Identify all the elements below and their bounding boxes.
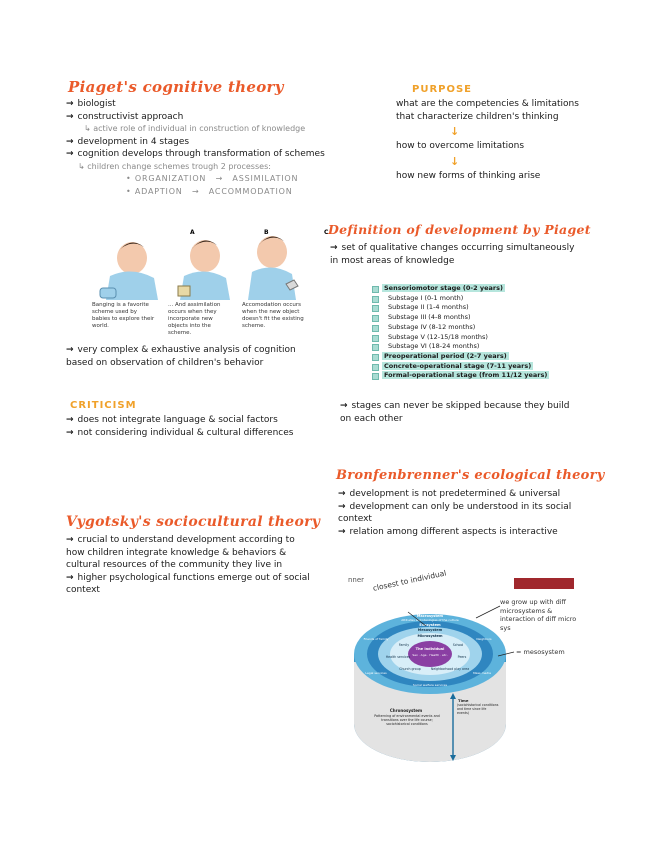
time-desc-wrap <box>457 703 499 723</box>
stage-item: Substage IV (8-12 months) <box>370 323 530 333</box>
exo-mass-media: Mass media <box>473 671 491 675</box>
list-item: → higher psychological functions emerge out of social context <box>66 572 316 597</box>
annotation-meso: = mesosystem <box>516 648 565 656</box>
piaget-analysis: → very complex & exhaustive analysis of cognition based on observation of children's behavior <box>66 344 311 369</box>
panel-a-illustration <box>100 242 158 300</box>
list-item: → not considering individual & cultural differences <box>66 427 316 440</box>
annotation-line-micro <box>476 606 500 618</box>
purpose-item: how to overcome limitations <box>396 141 525 151</box>
baby-panels-figure <box>92 228 329 336</box>
vygotsky-title: Vygotsky's sociocultural theory <box>66 514 321 530</box>
list-item: → relation among different aspects is interactive <box>338 526 588 539</box>
process-name: ADAPTION <box>134 186 183 196</box>
stages-note: → stages can never be skipped because they build on each other <box>340 400 580 425</box>
vygotsky-list <box>66 534 316 597</box>
down-arrow-icon: ↓ <box>450 125 460 138</box>
stage-item: Substage V (12-15/18 months) <box>370 333 530 343</box>
stage-item: Preoperational period (2-7 years) <box>370 352 530 362</box>
exo-social-welfare: Social welfare services <box>412 683 448 687</box>
chrono-title: Chronosystem <box>389 708 423 713</box>
process-row: • ORGANIZATION → ASSIMILATION <box>126 174 299 183</box>
purpose-list <box>396 98 586 182</box>
place-family: Family <box>398 643 410 647</box>
process-row: • ADAPTION → ACCOMMODATION <box>126 186 293 196</box>
panel-b-caption: ... And assimilation occurs when they incorporate new objects into the scheme. <box>168 302 221 336</box>
children-change-text: children change schemes trough 2 processes: <box>87 161 271 171</box>
list-item: → does not integrate language & social factors <box>66 414 316 427</box>
chrono-desc: Patterning of environmental events and transitions over the life course; sociohistorical conditions <box>374 714 440 726</box>
exosystem-label: Exosystem <box>419 623 441 627</box>
panel-c-caption: Accomodation occurs when the new object doesn't fit the existing scheme. <box>242 302 304 329</box>
place-neighborhood: Neighborhood play area <box>430 667 470 671</box>
stage-list <box>370 284 548 381</box>
process-result: ASSIMILATION <box>232 174 299 183</box>
piaget-title: Piaget's cognitive theory <box>68 78 284 96</box>
process-name: ORGANIZATION <box>134 174 207 183</box>
purpose-title: PURPOSE <box>412 84 473 95</box>
place-school: School <box>452 643 464 647</box>
individual-sub-label: Sex · Age · Health · etc. <box>412 653 448 657</box>
list-item: → cognition develops through transformation of schemes <box>66 148 376 161</box>
stage-item: Formal-operational stage (from 11/12 years) <box>370 371 530 381</box>
panel-c-illustration <box>248 236 298 300</box>
annotation-line-closest <box>408 612 426 626</box>
process-arrow: → <box>191 186 200 196</box>
panel-letter-a: A <box>190 229 195 236</box>
individual-label: The individual <box>415 647 445 651</box>
time-title: Time <box>458 698 469 703</box>
stage-item: Substage I (0-1 month) <box>370 294 530 304</box>
definition-text: → set of qualitative changes occurring simultaneously in most areas of knowledge <box>330 242 580 267</box>
stage-item: Substage VI (18-24 months) <box>370 342 530 352</box>
definition-title: Definition of development by Piaget <box>328 222 591 237</box>
annotation-micro: we grow up with diff microsystems & interaction of diff micro sys <box>500 598 577 632</box>
exo-legal: Legal services <box>365 671 387 675</box>
figure-caption: nner <box>348 576 365 584</box>
chrono-desc-wrap <box>372 714 442 738</box>
place-peers: Peers <box>457 655 467 659</box>
active-role-text: active role of individual in construction of knowledge <box>93 124 306 133</box>
list-item: → development is not predetermined & universal <box>338 488 588 501</box>
annotation-lines <box>380 596 580 666</box>
purpose-item: what are the competencies & limitations that characterize children's thinking <box>396 99 579 122</box>
list-item: → development can only be understood in its social context <box>338 501 588 526</box>
exo-neighbors: Neighbors <box>476 637 492 641</box>
panel-b-illustration <box>178 240 230 300</box>
list-item: ↳ children change schemes trough 2 processes: <box>78 161 271 171</box>
place-health: Health services <box>385 655 411 659</box>
list-item: → development in 4 stages <box>66 136 376 149</box>
mesosystem-label: Mesosystem <box>417 628 443 632</box>
annotation-line-meso <box>498 652 514 656</box>
bronfenbrenner-title: Bronfenbrenner's ecological theory <box>336 468 605 483</box>
microsystem-label: Microsystem <box>417 634 443 638</box>
macrosystem-label: Macrosystem <box>416 614 444 618</box>
panel-letter-b: B <box>264 229 269 236</box>
list-item: → biologist <box>66 98 376 111</box>
process-result: ACCOMMODATION <box>208 186 293 196</box>
purpose-item: how new forms of thinking arise <box>396 170 541 181</box>
stage-item: Substage III (4-8 months) <box>370 313 530 323</box>
macro-desc: Attitudes and ideologies of the culture <box>401 618 459 622</box>
stage-item: Concrete-operational stage (7-11 years) <box>370 362 530 372</box>
bronfenbrenner-list <box>338 488 588 538</box>
baby-illustrations <box>92 228 329 300</box>
stage-item: Substage II (1-4 months) <box>370 303 530 313</box>
down-arrow-icon: ↓ <box>450 154 460 168</box>
panel-letter-c: C <box>324 229 329 236</box>
panel-a-caption: Banging is a favorite scheme used by babies to explore their world. <box>92 302 155 329</box>
exo-friends: Friends of family <box>363 637 389 641</box>
list-item: ↳ active role of individual in construction of knowledge <box>84 124 306 133</box>
place-church: Church group <box>399 667 421 671</box>
piaget-list <box>66 98 376 198</box>
criticism-list <box>66 414 316 439</box>
figure-corner-badge <box>514 578 574 589</box>
time-desc: (sociohistorical conditions and time since life events) <box>457 703 499 715</box>
criticism-title: CRITICISM <box>70 400 137 411</box>
process-arrow: → <box>215 174 224 183</box>
annotation-closest: closest to individual <box>372 568 448 593</box>
stage-item: Sensoriomotor stage (0-2 years) <box>370 284 530 294</box>
list-item: → crucial to understand development according to how children integrate knowledge & behaviors & cultural resources of the community they live in <box>66 534 316 572</box>
list-item: → constructivist approach <box>66 111 376 124</box>
